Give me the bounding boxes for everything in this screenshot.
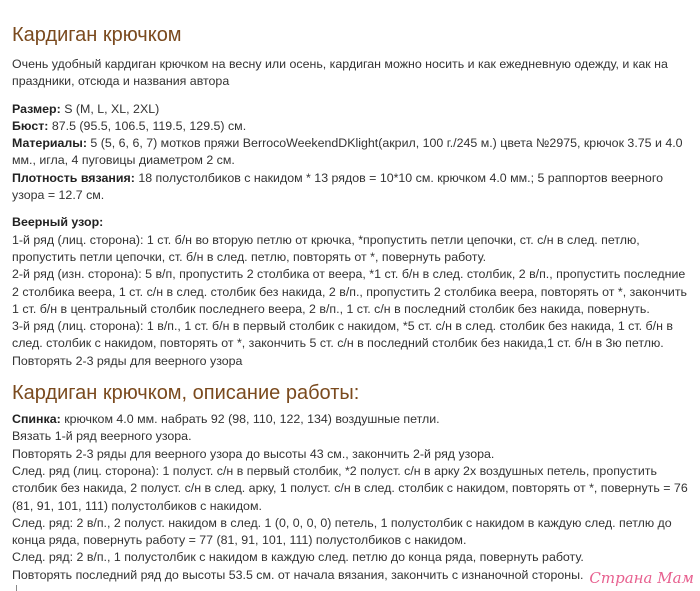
- back-line-4: След. ряд (лиц. сторона): 1 полуст. с/н в первый столбик, *2 полуст. с/н в арку 2х воздушных петель, пропустить столбик без накида, 2 полуст. с/н в след. арку, 1 полуст. с/н в след. столбик с накидом, повторять от *, повернуть = 76 (81, 91, 101, 111) полустолбиков с накидом.: [12, 463, 688, 513]
- back-line-1-text: крючком 4.0 мм. набрать 92 (98, 110, 122, 134) воздушные петли.: [60, 412, 440, 427]
- edge-mark: [16, 585, 17, 591]
- page-title: Кардиган крючком: [12, 24, 182, 46]
- fan-label: [12, 214, 690, 231]
- size-value: S (M, L, XL, 2XL): [60, 101, 160, 116]
- bust-line: [12, 118, 690, 135]
- back-line-1: [12, 411, 690, 428]
- bust-label: Бюст:: [12, 118, 49, 133]
- section-title: Кардиган крючком, описание работы:: [12, 382, 360, 405]
- fan-repeat: Повторять 2-3 ряды для веерного узора: [12, 353, 243, 368]
- gauge-label: Плотность вязания:: [12, 170, 135, 185]
- gauge-line: [12, 170, 690, 205]
- size-line: [12, 101, 690, 118]
- materials-value: 5 (5, 6, 6, 7) мотков пряжи BerrocoWeekendDKlight(акрил, 100 г./245 м.) цвета №2975, крючок 3.75 и 4.0 мм., игла, 4 пуговицы диаметром 2 см.: [12, 136, 683, 168]
- materials-line: [12, 135, 690, 170]
- top-cut-line: [12, 0, 690, 4]
- intro-paragraph: Очень удобный кардиган крючком на весну или осень, кардиган можно носить и как ежедневную одежду, и как на праздники, отсюда и названия автора: [12, 57, 668, 89]
- fan-label-text: Веерный узор:: [12, 215, 104, 230]
- back-line-3: Повторять 2-3 ряды для веерного узора до высоты 43 см., закончить 2-й ряд узора.: [12, 446, 495, 461]
- bust-value: 87.5 (95.5, 106.5, 119.5, 129.5) см.: [48, 118, 247, 133]
- fan-row-1: 1-й ряд (лиц. сторона): 1 ст. б/н во вторую петлю от крючка, *пропустить петли цепочки, ст. с/н в след. петлю, пропустить петли цепочки, ст. б/н в след. петлю, повторять от *, повернуть работу.: [12, 232, 640, 264]
- materials-label: Материалы:: [12, 136, 87, 151]
- article: [12, 0, 690, 584]
- gauge-value: 18 полустолбиков с накидом * 13 рядов = 10*10 см. крючком 4.0 мм.; 5 раппортов веерного узора = 12.7 см.: [12, 170, 663, 203]
- size-label: Размер:: [12, 101, 61, 116]
- back-instructions: [12, 411, 690, 584]
- back-line-7: Повторять последний ряд до высоты 53.5 см. от начала вязания, закончить с изнаночной стороны.: [12, 567, 584, 582]
- specs-block: [12, 101, 690, 205]
- fan-row-2: 2-й ряд (изн. сторона): 5 в/п, пропустить 2 столбика от веера, *1 ст. б/н в след. столбик, 2 в/п., пропустить последние 2 столбика веера, 1 ст. с/н в след. столбик без накида, 2 в/п., пропустить 2 столбика веера, повторять от *, закончить 1 ст. б/н в центральный столбик последнего веера, 2 в/п., 1 ст. с/н в последний столбик без накида, повернуть.: [12, 267, 687, 316]
- back-line-6: След. ряд: 2 в/п., 1 полустолбик с накидом в каждую след. петлю до конца ряда, повернуть работу.: [12, 550, 584, 565]
- back-line-5: След. ряд: 2 в/п., 2 полуст. накидом в след. 1 (0, 0, 0, 0) петель, 1 полустолбик с накидом в каждую след. петлю до конца ряда, повернуть работу = 77 (81, 91, 101, 111) полустолбиков с накидом.: [12, 515, 672, 548]
- back-label: Спинка:: [12, 412, 61, 427]
- fan-row-3: 3-й ряд (лиц. сторона): 1 в/п., 1 ст. б/н в первый столбик с накидом, *5 ст. с/н в след. столбик без накида, 1 ст. б/н в след. столбик с накидом, повторять от *, закончить 5 ст. с/н в последний столбик без накида,1 ст. б/н в 3ю петлю.: [12, 319, 673, 351]
- fan-pattern-block: [12, 214, 690, 370]
- site-watermark: Страна Мам: [589, 569, 694, 587]
- back-line-2: Вязать 1-й ряд веерного узора.: [12, 429, 192, 444]
